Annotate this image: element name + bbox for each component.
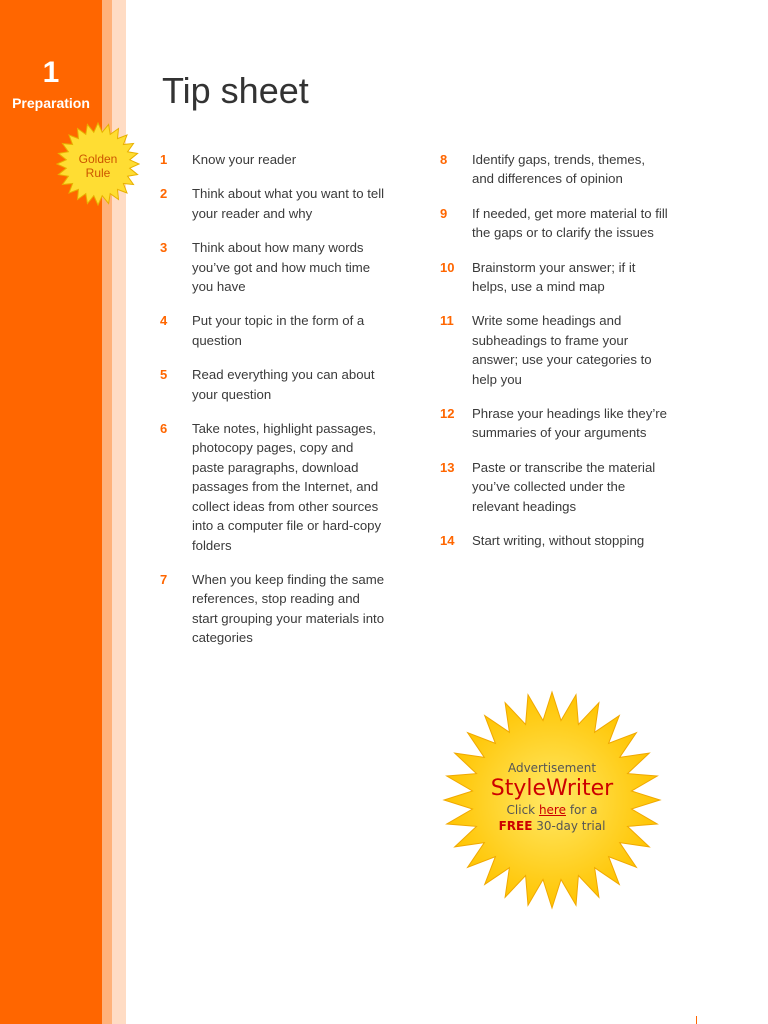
ad-trial-text: 30-day trial [536, 819, 606, 833]
tip-number: 11 [440, 313, 454, 329]
golden-rule-line2: Rule [85, 166, 111, 180]
tip-text: Take notes, highlight passages, photocopy pages, copy and paste paragraphs, download passages from the Internet, and collect ideas from other sources into a computer file or hard-copy folders [192, 421, 382, 553]
chapter-label: Preparation [12, 95, 90, 111]
tip-text: Identify gaps, trends, themes, and differences of opinion [472, 152, 645, 187]
chapter-number: 1 [42, 56, 60, 89]
tip-text: Write some headings and subheadings to frame your answer; use your categories to help you [472, 313, 652, 387]
tip-item [438, 531, 668, 550]
tip-text: Put your topic in the form of a question [192, 313, 365, 348]
tip-number: 9 [440, 205, 448, 221]
ad-label: Advertisement [507, 761, 597, 775]
tip-number: 10 [440, 259, 455, 275]
tips-list-right [438, 150, 668, 566]
tip-text: Know your reader [192, 152, 297, 167]
ad-here-link[interactable]: here [538, 803, 566, 817]
stylewriter-advertisement[interactable] [442, 690, 662, 910]
tip-text: Paste or transcribe the material you’ve collected under the relevant headings [472, 459, 656, 514]
tip-text: Think about what you want to tell your reader and why [192, 186, 385, 221]
tip-item [438, 258, 668, 297]
golden-rule-line1: Golden [78, 152, 118, 166]
tip-number: 2 [160, 186, 168, 202]
tip-number: 5 [160, 367, 168, 383]
ad-click-text: Click [506, 803, 536, 817]
tip-item [438, 150, 668, 189]
ad-free-text: FREE [498, 819, 533, 833]
tip-text: Think about how many words you’ve got and how much time you have [192, 240, 371, 295]
tip-item [438, 311, 668, 389]
tip-number: 4 [160, 313, 168, 329]
tip-text: Brainstorm your answer; if it helps, use a mind map [472, 259, 636, 295]
golden-rule-badge [56, 122, 140, 206]
tip-item [438, 458, 668, 516]
tip-number: 8 [440, 152, 448, 167]
ad-brand[interactable]: StyleWriter [490, 776, 614, 801]
tip-item [158, 311, 388, 350]
tip-item [158, 365, 388, 404]
tip-item [158, 419, 388, 555]
tip-text: Read everything you can about your question [192, 367, 375, 402]
tip-number: 7 [160, 571, 168, 587]
tip-item [438, 404, 668, 443]
tip-number: 13 [440, 459, 455, 475]
tip-number: 6 [160, 421, 168, 437]
tip-item [158, 150, 388, 169]
tip-number: 1 [160, 152, 168, 167]
tip-number: 12 [440, 406, 455, 422]
tip-number: 14 [440, 533, 455, 549]
tip-number: 3 [160, 240, 168, 256]
tip-item [158, 184, 388, 223]
ad-trial-line [442, 818, 662, 834]
tip-item [158, 238, 388, 296]
footer-divider [696, 1016, 697, 1024]
ad-click-line [442, 802, 662, 818]
page-title: Tip sheet [162, 70, 309, 111]
tip-text: If needed, get more material to fill the gaps or to clarify the issues [472, 205, 668, 241]
tip-item [438, 204, 668, 243]
tips-list-left [158, 150, 388, 663]
tip-text: Start writing, without stopping [472, 533, 645, 549]
tip-item [158, 570, 388, 648]
ad-for-a-text: for a [569, 803, 598, 817]
tip-text: Phrase your headings like they’re summaries of your arguments [472, 406, 667, 441]
tip-text: When you keep finding the same references, stop reading and start grouping your materials into categories [192, 571, 385, 646]
